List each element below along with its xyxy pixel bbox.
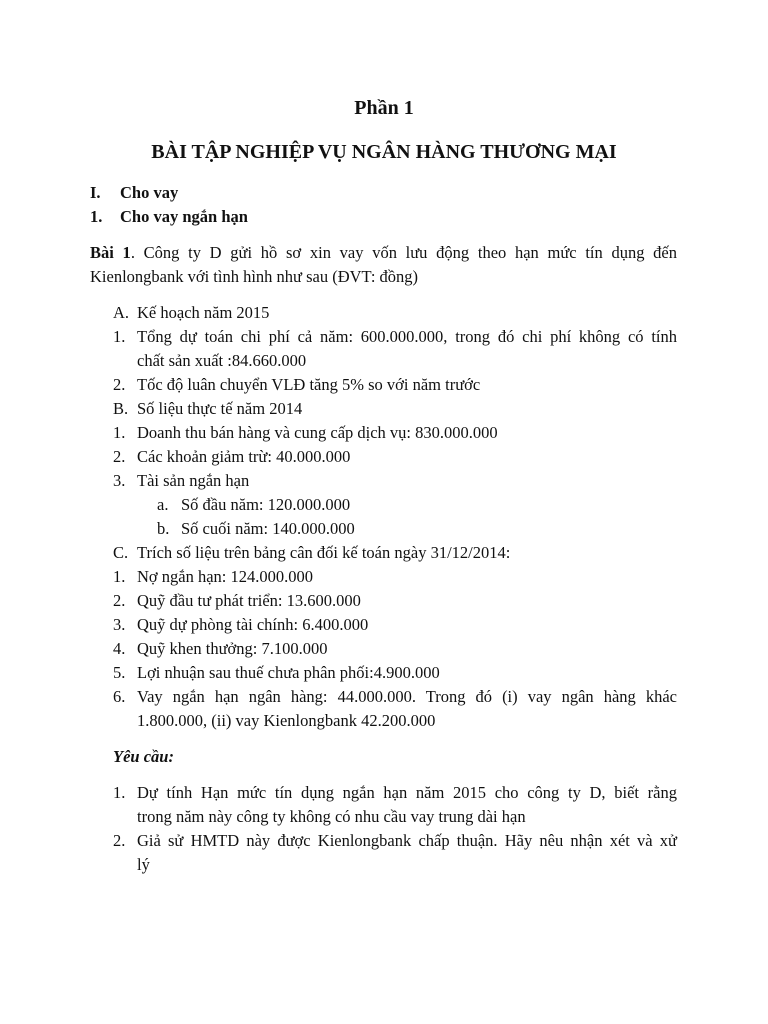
exercise-intro-text1: . Công ty D gửi hồ sơ xin vay vốn lưu động theo hạn mức tín dụng đến [130, 243, 678, 262]
plan-item-continuation: chất sản xuất :84.660.000 [137, 351, 307, 370]
actual-item: 2. Các khoản giảm trừ: 40.000.000 [113, 447, 351, 466]
plan-heading [113, 302, 269, 324]
balance-item: 5. Lợi nhuận sau thuế chưa phân phối:4.900.000 [113, 663, 440, 682]
requirement-item-continuation: trong năm này công ty không có nhu cầu vay trung dài hạn [137, 807, 526, 826]
actual-item: 3. Tài sản ngắn hạn [113, 471, 250, 490]
requirements-heading: Yêu cầu: [113, 747, 174, 766]
actual-item: 1. Doanh thu bán hàng và cung cấp dịch vụ: 830.000.000 [113, 423, 498, 442]
document-title: BÀI TẬP NGHIỆP VỤ NGÂN HÀNG THƯƠNG MẠI [151, 141, 617, 163]
plan-marker: A. [113, 303, 130, 322]
section-number: I. [90, 183, 101, 202]
subsection-number: 1. [90, 207, 103, 226]
section-heading [90, 182, 178, 204]
actual-marker: B. [113, 399, 129, 418]
balance-item-continuation: 1.800.000, (ii) vay Kienlongbank 42.200.000 [137, 711, 436, 730]
subsection-heading [90, 206, 248, 228]
part-heading: Phần 1 [354, 97, 414, 119]
balance-item: 3. Quỹ dự phòng tài chính: 6.400.000 [113, 615, 369, 634]
exercise-intro-line2: Kienlongbank với tình hình như sau (ĐVT: đồng) [90, 267, 419, 286]
exercise-intro-line1 [90, 242, 677, 264]
requirement-item: 2. Giả sử HMTD này được Kienlongbank chấp thuận. Hãy nêu nhận xét và xử [113, 831, 677, 850]
section-label: Cho vay [120, 183, 179, 202]
actual-heading [113, 398, 302, 420]
plan-item: 2. Tốc độ luân chuyển VLĐ tăng 5% so với năm trước [113, 375, 481, 394]
requirement-item: 1. Dự tính Hạn mức tín dụng ngắn hạn năm 2015 cho công ty D, biết rằng [113, 783, 677, 802]
balance-heading [113, 542, 510, 564]
requirement-item-continuation: lý [137, 855, 150, 874]
balance-item: 1. Nợ ngắn hạn: 124.000.000 [113, 567, 313, 586]
balance-item: 6. Vay ngắn hạn ngân hàng: 44.000.000. Trong đó (i) vay ngân hàng khác [113, 687, 677, 706]
plan-item: 1. Tổng dự toán chi phí cả năm: 600.000.000, trong đó chi phí không có tính [113, 327, 677, 346]
balance-item: 4. Quỹ khen thưởng: 7.100.000 [113, 639, 328, 658]
actual-label: Số liệu thực tế năm 2014 [137, 399, 303, 418]
subsection-label: Cho vay ngắn hạn [120, 207, 248, 226]
balance-marker: C. [113, 543, 129, 562]
exercise-label: Bài 1 [90, 243, 131, 262]
actual-sub-item: b. Số cuối năm: 140.000.000 [157, 519, 355, 538]
balance-item: 2. Quỹ đầu tư phát triển: 13.600.000 [113, 591, 361, 610]
plan-label: Kế hoạch năm 2015 [137, 303, 270, 322]
balance-label: Trích số liệu trên bảng cân đối kế toán ngày 31/12/2014: [137, 543, 511, 562]
actual-sub-item: a. Số đầu năm: 120.000.000 [157, 495, 351, 514]
